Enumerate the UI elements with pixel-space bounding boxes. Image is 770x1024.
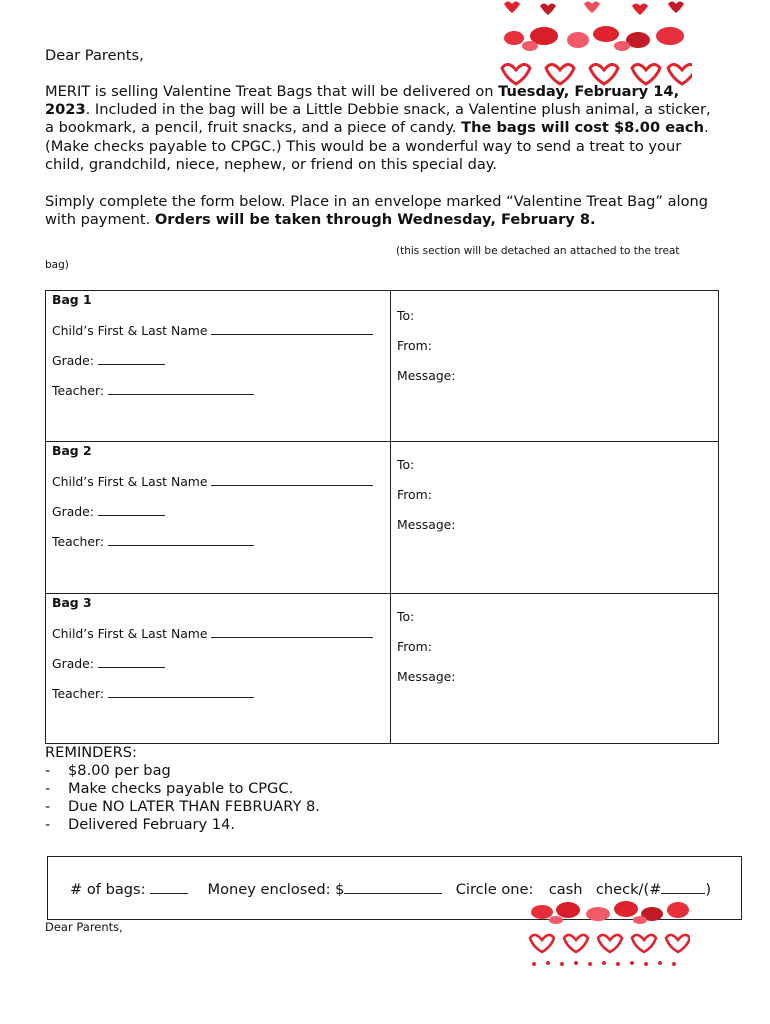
order-line — [70, 879, 711, 898]
circle-one-label: Circle one: — [455, 881, 534, 898]
bag-cost: The bags will cost $8.00 each — [461, 119, 704, 137]
detach-note: (this section will be detached an attached to the treat — [396, 245, 680, 257]
order-deadline: Orders will be taken through Wednesday, February 8. — [154, 211, 596, 229]
teacher-label: Teacher: — [52, 382, 254, 398]
grade-label: Grade: — [52, 503, 165, 519]
teacher-label: Teacher: — [52, 533, 254, 549]
bag-form-table — [45, 290, 719, 744]
bag-row-3 — [46, 593, 718, 743]
message-label[interactable]: Message: — [397, 517, 456, 532]
instructions-text: Simply complete the form below. Place in an envelope marked “Valentine Treat Bag” along with payment. — [45, 193, 709, 229]
from-label[interactable]: From: — [397, 639, 432, 654]
grade-label: Grade: — [52, 655, 165, 671]
to-label[interactable]: To: — [397, 609, 415, 624]
grade-field[interactable] — [98, 352, 165, 365]
reminder-item: - $8.00 per bag — [45, 762, 171, 779]
bag-row-2 — [46, 441, 718, 593]
intro-paragraph — [45, 83, 715, 174]
detach-note-cont: bag) — [45, 259, 69, 271]
money-label: Money enclosed: $ — [207, 881, 345, 898]
child-name-label: Child’s First & Last Name — [52, 322, 373, 338]
bag-title: Bag 3 — [52, 595, 92, 610]
check-option[interactable]: check/(# — [595, 881, 662, 898]
child-name-field[interactable] — [211, 473, 373, 486]
grade-field[interactable] — [98, 655, 165, 668]
hearts-decoration-top — [500, 0, 692, 92]
from-label[interactable]: From: — [397, 338, 432, 353]
message-label[interactable]: Message: — [397, 368, 456, 383]
intro-text-b: . Included in the bag will be a Little Debbie snack, a Valentine plush animal, a sticker, a bookmark, a pencil, fruit snacks, and a piece of candy. — [45, 101, 711, 137]
reminder-item: - Due NO LATER THAN FEBRUARY 8. — [45, 798, 320, 815]
delivery-date: Tuesday, February 14, 2023 — [45, 83, 680, 119]
from-label[interactable]: From: — [397, 487, 432, 502]
child-name-field[interactable] — [211, 322, 373, 335]
message-label[interactable]: Message: — [397, 669, 456, 684]
teacher-label: Teacher: — [52, 685, 254, 701]
intro-text-c: . (Make checks payable to CPGC.) This would be a wonderful way to send a treat to your child, grandchild, niece, nephew, or friend on this special day. — [45, 119, 709, 173]
instructions-paragraph — [45, 193, 715, 229]
grade-field[interactable] — [98, 503, 165, 516]
bags-count-label: # of bags: — [70, 881, 146, 898]
money-field[interactable] — [344, 879, 442, 894]
footer-greeting: Dear Parents, — [45, 920, 123, 934]
reminder-item: - Delivered February 14. — [45, 816, 236, 833]
child-name-field[interactable] — [211, 625, 373, 638]
grade-label: Grade: — [52, 352, 165, 368]
to-label[interactable]: To: — [397, 457, 415, 472]
check-close-paren: ) — [705, 881, 712, 898]
teacher-field[interactable] — [108, 533, 254, 546]
bag-row-1 — [46, 291, 718, 441]
cash-option[interactable]: cash — [548, 881, 583, 898]
greeting: Dear Parents, — [45, 47, 144, 64]
reminder-item: - Make checks payable to CPGC. — [45, 780, 294, 797]
teacher-field[interactable] — [108, 382, 254, 395]
child-name-label: Child’s First & Last Name — [52, 625, 373, 641]
bag-title: Bag 1 — [52, 292, 92, 307]
intro-text-a: MERIT is selling Valentine Treat Bags that will be delivered on — [45, 83, 499, 100]
bags-count-field[interactable] — [150, 879, 188, 894]
teacher-field[interactable] — [108, 685, 254, 698]
check-number-field[interactable] — [661, 879, 705, 894]
bag-title: Bag 2 — [52, 443, 92, 458]
child-name-label: Child’s First & Last Name — [52, 473, 373, 489]
hearts-decoration-bottom — [528, 900, 690, 970]
to-label[interactable]: To: — [397, 308, 415, 323]
reminders-heading: REMINDERS: — [45, 744, 137, 761]
